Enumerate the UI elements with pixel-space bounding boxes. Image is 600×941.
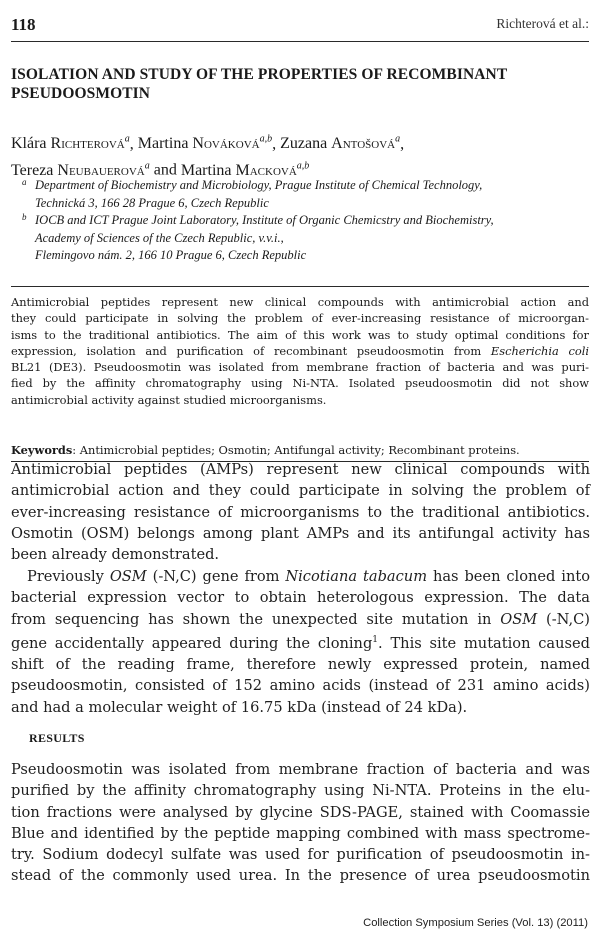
species-name: Escherichia coli (490, 343, 589, 358)
author: Martina Macková$^{a,b}$ (180, 160, 310, 179)
abstract-top-rule (11, 286, 589, 287)
abstract-line: Antimicrobial peptides represent new clinical compounds with antimicrobial action and (11, 295, 589, 309)
citation-ref: 1 (372, 634, 379, 645)
results-paragraph: Pseudoosmotin was isolated from membrane fraction of bacteria and was purified by the affinity chromatography using Ni-NTA. Proteins in the elu- tion fractions were analysed by glycine SDS-PAGE, stained with Coomassie Blue and identified by the peptide mapping combined with mass spectrome- try. Sodium dodecyl sulfate was used for purification of pseudoosmotin in- stead of the commonly used urea. In the presence of urea pseudoosmotin (11, 761, 590, 885)
affiliation-list (22, 177, 582, 265)
keywords-list: : Antimicrobial peptides; Osmotin; Antifungal activity; Recombinant proteins. (72, 443, 520, 457)
affiliation-a: a Department of Biochemistry and Microbiology, Prague Institute of Chemical Technology, Technická 3, 166 28 Prague 6, Czech Republic (22, 177, 483, 210)
author: Martina Nováková$^{a,b}$ (137, 134, 273, 153)
running-head: Richterová et al.: (496, 16, 589, 31)
abstract-line: BL21 (DE3). Pseudoosmotin was isolated from membrane fraction of bacteria and was puri- (11, 360, 589, 375)
intro-paragraph-2: Previously OSM (-N,C) gene from Nicotiana tabacum has been cloned into bacterial expression vector to obtain heterologous expression. The data from sequencing has shown the unexpected site mutation in OSM (-N,C) gene accidentally appeared during the cloning$^1$. This site mutation caused shift of the reading frame, therefore newly expressed protein, named pseudoosmotin, consisted of 152 amino acids (instead of 231 amino acids) and had a molecular weight of 16.75 kDa (instead of 24 kDa). (11, 568, 591, 716)
title-line-1: ISOLATION AND STUDY OF THE PROPERTIES OF RECOMBINANT (11, 66, 508, 83)
page-footer: Collection Symposium Series (Vol. 13) (2011) (363, 917, 588, 929)
author: Klára Richterová$^a$ (11, 134, 130, 153)
keywords-label: Keywords (11, 443, 73, 457)
abstract-line: isms to the traditional antibiotics. The aim of this work was to study optimal conditions for (11, 327, 589, 342)
abstract-line: fied by the affinity chromatography using Ni-NTA. Isolated pseudoosmotin did not show (11, 376, 589, 391)
header-rule (11, 41, 589, 42)
abstract-line: antimicrobial activity against studied microorganisms. (11, 392, 327, 407)
article-title (11, 65, 586, 103)
abstract (11, 294, 589, 408)
author-list: Klára Richterová$^a$, Martina Nováková$^{a,b}$, Zuzana Antošová$^a$, Tereza Neubauerová$^a$ and Martina Macková$^{a,b}$ (11, 134, 405, 179)
keywords (11, 442, 589, 458)
page-number: 118 (11, 15, 36, 34)
author: Tereza Neubauerová$^a$ (11, 160, 150, 179)
abstract-line: they could participate in solving the problem of ever-increasing resistance of microorgan- (11, 311, 589, 326)
section-heading-results: RESULTS (29, 731, 85, 745)
title-line-2: PSEUDOOSMOTIN (11, 85, 151, 102)
abstract-line: expression, isolation and purification of recombinant pseudoosmotin from Escherichia coli (11, 343, 589, 358)
page-header (11, 15, 589, 37)
affiliation-b: b IOCB and ICT Prague Joint Laboratory, Institute of Organic Chemicstry and Biochemistry, Academy of Sciences of the Czech Republic, v.v.i., Flemingovo nám. 2, 166 10 Prague 6, Czech Republic (22, 212, 494, 262)
intro-paragraph-1: Antimicrobial peptides (AMPs) represent new clinical compounds with antimicrobial action and they could participate in solving the problem of ever-increasing resistance of microorganisms to the traditional antibiotics. Osmotin (OSM) belongs among plant AMPs and its antifungal activity has been already demonstrated. (11, 461, 590, 564)
author: Zuzana Antošová$^a$ (280, 134, 401, 153)
